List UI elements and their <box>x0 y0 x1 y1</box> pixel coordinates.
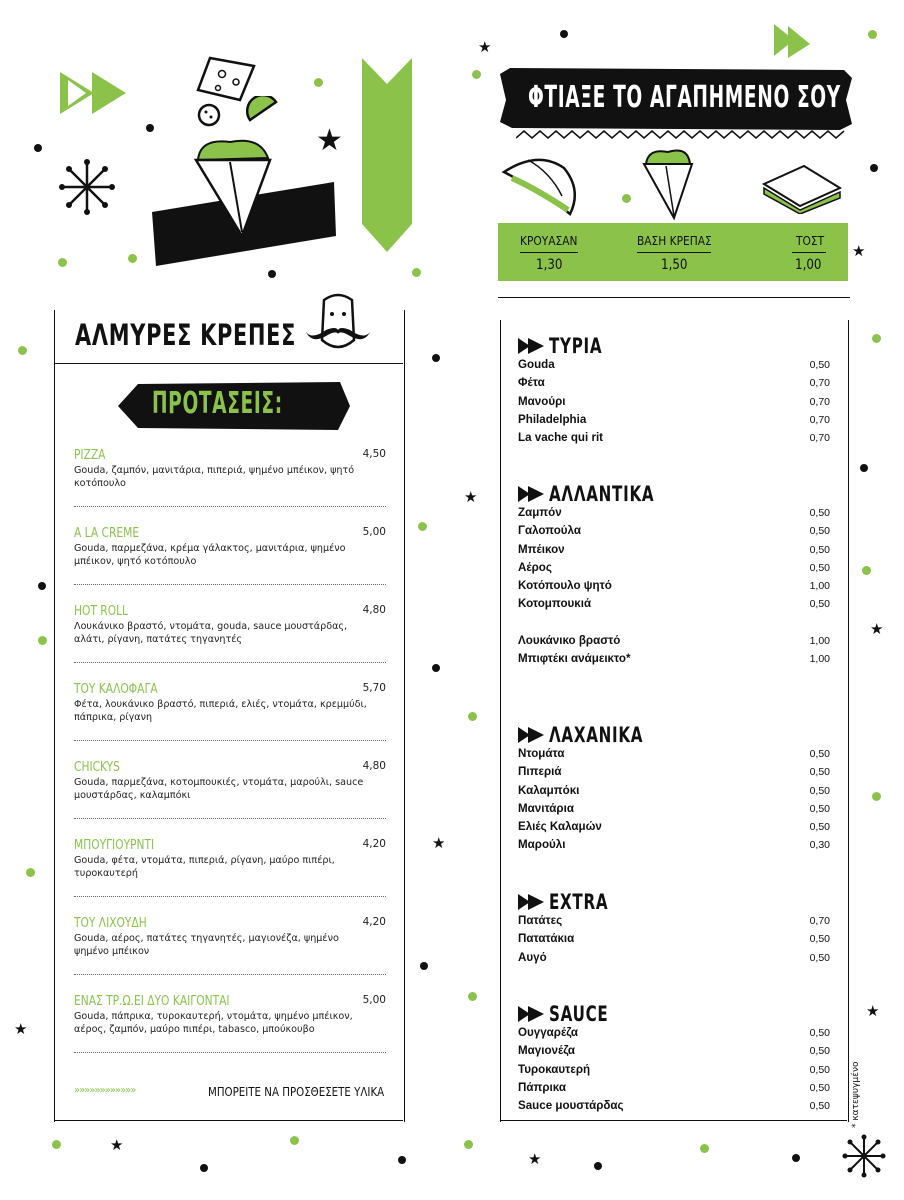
section-extra <box>518 892 830 969</box>
green-fast-forward-icon <box>58 70 130 116</box>
item-name: Ελιές Καλαμών <box>518 820 602 834</box>
list-item <box>518 652 830 670</box>
list-item <box>518 358 830 376</box>
item-price: 0,70 <box>809 395 830 408</box>
item-price: 0,50 <box>809 507 830 519</box>
mustache-face-icon <box>302 292 372 358</box>
arrow-row-icon: »»»»»»»»»»»» <box>74 1085 136 1096</box>
item-name: Μανούρι <box>518 394 566 408</box>
item-price: 0,50 <box>809 748 830 760</box>
dot <box>18 346 27 355</box>
item-name: A LA CREME <box>74 526 140 541</box>
dotted-separator <box>74 584 386 585</box>
menu-item <box>74 994 386 1036</box>
item-price: 4,20 <box>362 916 386 928</box>
star-icon: ★ <box>528 1150 542 1168</box>
list-item <box>518 376 830 394</box>
item-name: Κοτομπουκιά <box>518 597 592 611</box>
section-title: ΑΛΛΑΝΤΙΚΑ <box>549 482 655 506</box>
item-name: Μπέικον <box>518 542 565 556</box>
item-name: Πάπρικα <box>518 1080 566 1094</box>
dot <box>468 992 477 1001</box>
item-name: HOT ROLL <box>74 604 128 619</box>
menu-item <box>74 682 386 724</box>
dot <box>792 1154 800 1162</box>
item-name: PIZZA <box>74 448 106 463</box>
dot <box>560 30 568 38</box>
menu-item <box>74 526 386 568</box>
star-icon: ★ <box>14 1020 28 1038</box>
lemon-slice-icon <box>246 96 282 130</box>
section-cold-cuts <box>518 484 830 670</box>
item-name: Ζαμπόν <box>518 506 562 519</box>
item-name: Μαγιονέζα <box>518 1044 576 1058</box>
list-item <box>518 747 830 765</box>
crepe-cone-icon <box>640 144 696 222</box>
star-icon: ★ <box>866 1002 880 1020</box>
item-name: Φέτα <box>518 376 545 390</box>
dot <box>862 566 871 575</box>
dot <box>420 962 428 970</box>
list-item <box>518 820 830 838</box>
dot <box>472 70 481 79</box>
dot <box>268 270 276 278</box>
item-price: 0,50 <box>809 525 830 538</box>
dot <box>34 144 42 152</box>
sausage-slice-icon <box>196 102 222 128</box>
item-price: 0,50 <box>809 1100 830 1113</box>
item-name: Πατατάκια <box>518 932 575 946</box>
arrow-icon <box>518 725 546 745</box>
section-cheeses <box>518 336 830 449</box>
zigzag-divider <box>516 128 846 142</box>
dot <box>52 1140 61 1149</box>
dot <box>432 354 440 362</box>
list-item <box>518 543 830 561</box>
dotted-separator <box>74 506 386 507</box>
item-name: Μαρούλι <box>518 838 566 852</box>
item-name: Philadelphia <box>518 412 587 426</box>
dot <box>398 1156 406 1164</box>
section-title: EXTRA <box>549 890 609 914</box>
arrow-icon <box>518 892 546 912</box>
item-price: 0,50 <box>809 1027 830 1039</box>
star-icon: ★ <box>432 834 446 852</box>
item-price: 5,70 <box>362 682 386 694</box>
divider <box>637 252 711 253</box>
list-item <box>518 765 830 783</box>
item-price: 5,00 <box>362 994 386 1006</box>
section-sauce <box>518 1004 830 1117</box>
item-price: 0,70 <box>809 915 830 927</box>
list-item <box>518 932 830 950</box>
item-name: Καλαμπόκι <box>518 783 580 797</box>
green-fast-forward-icon <box>772 22 812 60</box>
star-icon: ★ <box>852 242 866 260</box>
dot <box>200 1164 208 1172</box>
section-title: SAUCE <box>549 1002 609 1026</box>
dot <box>128 254 137 263</box>
item-name: Sauce μουστάρδας <box>518 1099 624 1113</box>
list-item <box>518 579 830 597</box>
dot <box>432 664 440 672</box>
list-item <box>518 1099 830 1117</box>
item-name: Τυροκαυτερή <box>518 1062 591 1076</box>
list-item <box>518 1026 830 1044</box>
dot <box>38 636 47 645</box>
item-price: 4,20 <box>362 838 386 850</box>
item-price: 0,50 <box>809 543 830 556</box>
item-name: CHICKYS <box>74 760 120 775</box>
menu-item <box>74 760 386 802</box>
list-item <box>518 597 830 615</box>
item-name: Μπιφτέκι ανάμεικτο* <box>518 652 631 666</box>
item-price: 0,50 <box>809 951 830 964</box>
star-icon: ★ <box>478 38 492 56</box>
dotted-separator <box>74 662 386 663</box>
arrow-icon <box>518 1004 546 1024</box>
menu-item <box>74 604 386 646</box>
dot <box>870 164 878 172</box>
item-name: Πιπεριά <box>518 765 562 779</box>
item-price: 0,70 <box>809 413 830 426</box>
base-name: ΚΡΟΥΑΣΑΝ <box>520 233 578 248</box>
item-price: 0,70 <box>809 432 830 445</box>
list-item <box>518 914 830 932</box>
dotted-separator <box>74 1052 386 1053</box>
list-item <box>518 1044 830 1062</box>
base-name: ΒΑΣΗ ΚΡΕΠΑΣ <box>637 233 712 248</box>
dot <box>290 1136 299 1145</box>
dot <box>868 30 877 39</box>
menu-item <box>74 448 386 490</box>
list-item <box>518 784 830 802</box>
list-item <box>518 1063 830 1081</box>
divider <box>520 252 578 253</box>
item-description: Gouda, φέτα, ντομάτα, πιπεριά, ρίγανη, μαύρο πιπέρι, τυροκαυτερή <box>74 855 335 879</box>
item-price: 0,50 <box>809 1063 830 1076</box>
snowflake-icon <box>58 158 116 216</box>
divider <box>500 1120 847 1121</box>
section-title: ΤΥΡΙΑ <box>549 334 603 358</box>
item-description: Λουκάνικο βραστό, ντομάτα, gouda, sauce μουστάρδας, αλάτι, ρίγανη, πατάτες τηγανητές <box>74 621 348 645</box>
star-icon: ★ <box>464 488 478 506</box>
item-name: La vache qui rit <box>518 431 604 445</box>
item-description: Φέτα, λουκάνικο βραστό, πιπεριά, ελιές, ντομάτα, κρεμμύδι, πάπρικα, ρίγανη <box>74 699 367 723</box>
item-name: Μανιτάρια <box>518 801 574 815</box>
item-price: 0,50 <box>809 359 830 371</box>
list-item <box>518 838 830 856</box>
item-description: Gouda, παρμεζάνα, κοτομπουκιές, ντομάτα, μαρούλι, sauce μουστάρδας, καλαμπόκι <box>74 777 364 801</box>
arrow-icon <box>518 484 546 504</box>
item-price: 0,50 <box>809 1081 830 1094</box>
item-name: ΤΟΥ ΚΑΛΟΦΑΓΑ <box>74 682 158 697</box>
base-name: ΤΟΣΤ <box>796 233 825 248</box>
item-name: Πατάτες <box>518 914 563 927</box>
section-vegetables <box>518 725 830 857</box>
dot <box>594 1162 602 1170</box>
item-description: Gouda, πάπρικα, τυροκαυτερή, ντομάτα, ψημένο μπέικον, αέρος, ζαμπόν, μαύρο πιπέρι, tabasco, μπούκουβο <box>74 1011 353 1035</box>
item-price: 0,50 <box>809 933 830 946</box>
dot <box>464 1140 473 1149</box>
item-name: Κοτόπουλο ψητό <box>518 579 612 593</box>
item-name: ΤΟΥ ΛΙΧΟΥΔΗ <box>74 916 147 931</box>
dot <box>860 464 868 472</box>
section-title: ΛΑΧΑΝΙΚΑ <box>549 723 644 747</box>
dot <box>622 194 631 203</box>
panel-title: ΑΛΜΥΡΕΣ ΚΡΕΠΕΣ <box>75 318 297 352</box>
item-description: Gouda, αέρος, πατάτες τηγανητές, μαγιονέζα, ψημένο ψημένο μπέικον <box>74 933 339 957</box>
divider <box>54 1120 403 1121</box>
dotted-separator <box>74 896 386 897</box>
item-price: 0,50 <box>809 1045 830 1058</box>
dot <box>700 1144 709 1153</box>
list-item <box>518 506 830 524</box>
add-ingredients-note: ΜΠΟΡΕΙΤΕ ΝΑ ΠΡΟΣΘΕΣΕΤΕ ΥΛΙΚΑ <box>208 1084 385 1099</box>
dot <box>146 124 154 132</box>
item-name: Αέρος <box>518 560 552 574</box>
item-name: ΜΠΟΥΓΙΟΥΡΝΤΙ <box>74 838 155 853</box>
build-your-own-title: ΦΤΙΑΞΕ ΤΟ ΑΓΑΠΗΜΕΝΟ ΣΟΥ <box>528 80 841 115</box>
list-item <box>518 413 830 431</box>
dot <box>468 712 477 721</box>
item-name: ΕΝΑΣ ΤΡ.Ω.ΕΙ ΔΥΟ ΚΑΙΓΟΝΤΑΙ <box>74 994 230 1009</box>
divider <box>792 252 826 253</box>
dot <box>26 868 35 877</box>
dotted-separator <box>74 818 386 819</box>
list-item <box>518 395 830 413</box>
item-description: Gouda, ζαμπόν, μανιτάρια, πιπεριά, ψημένο μπέικον, ψητό κοτόπουλο <box>74 465 355 489</box>
item-name: Αυγό <box>518 950 547 964</box>
base-price: 1,50 <box>661 257 688 273</box>
list-item <box>518 524 830 542</box>
star-icon: ★ <box>316 123 343 158</box>
list-item <box>518 1081 830 1099</box>
dot <box>872 334 881 343</box>
divider <box>498 297 850 298</box>
menu-item <box>74 916 386 958</box>
item-price: 0,30 <box>809 839 830 852</box>
base-price: 1,00 <box>795 257 822 273</box>
item-price: 0,50 <box>809 821 830 834</box>
toast-sandwich-icon <box>760 162 844 214</box>
item-price: 0,50 <box>809 766 830 779</box>
dot <box>38 582 46 590</box>
item-name: Γαλοπούλα <box>518 524 581 538</box>
arrow-icon <box>518 336 546 356</box>
list-item <box>518 951 830 969</box>
dotted-separator <box>74 974 386 975</box>
list-item <box>518 561 830 579</box>
green-banner-arrow-icon <box>360 56 414 256</box>
star-icon: ★ <box>870 620 884 638</box>
menu-item <box>74 838 386 880</box>
item-price: 1,00 <box>809 634 830 647</box>
dot <box>314 78 323 87</box>
item-price: 0,70 <box>809 377 830 390</box>
croissant-icon <box>498 150 582 220</box>
dotted-separator <box>74 740 386 741</box>
list-item <box>518 802 830 820</box>
item-price: 1,00 <box>809 580 830 593</box>
item-price: 4,80 <box>362 604 386 616</box>
item-name: Gouda <box>518 358 555 371</box>
item-price: 1,00 <box>809 653 830 666</box>
dot <box>872 792 881 801</box>
base-price: 1,30 <box>536 257 563 273</box>
suggestions-label: ΠΡΟΤΑΣΕΙΣ: <box>152 386 283 421</box>
item-name: Ουγγαρέζα <box>518 1026 579 1039</box>
item-description: Gouda, παρμεζάνα, κρέμα γάλακτος, μανιτάρια, ψημένο μπέικον, ψητό κοτόπουλο <box>74 543 346 567</box>
dot <box>412 268 421 277</box>
item-price: 0,50 <box>809 784 830 797</box>
item-name: Λουκάνικο βραστό <box>518 633 621 647</box>
item-price: 4,80 <box>362 760 386 772</box>
dot <box>418 522 427 531</box>
list-item <box>518 431 830 449</box>
snowflake-icon <box>842 1134 886 1178</box>
item-price: 0,50 <box>809 802 830 815</box>
dot <box>58 258 67 267</box>
list-item <box>518 634 830 652</box>
star-icon: ★ <box>110 1136 124 1154</box>
item-price: 0,50 <box>809 561 830 574</box>
item-name: Ντομάτα <box>518 747 565 760</box>
crepe-cone-icon <box>190 128 276 240</box>
item-price: 4,50 <box>362 448 386 460</box>
divider <box>54 363 403 364</box>
frozen-footnote: * κατεψυγμένο <box>851 1061 861 1128</box>
item-price: 0,50 <box>809 598 830 611</box>
item-price: 5,00 <box>362 526 386 538</box>
